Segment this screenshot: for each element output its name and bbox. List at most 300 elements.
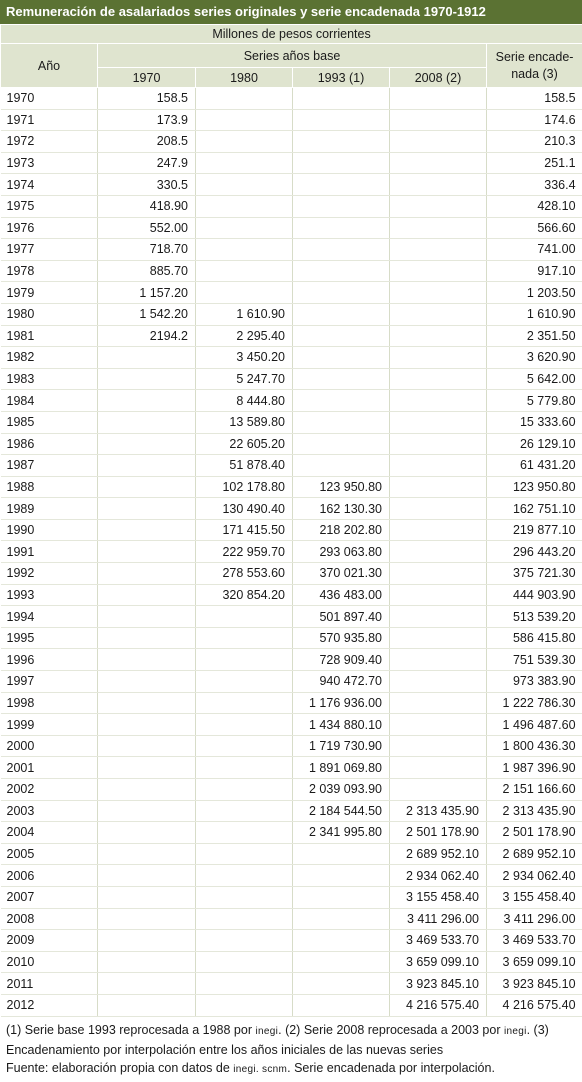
- value-cell: 2 295.40: [196, 325, 293, 347]
- year-cell: 2002: [1, 779, 98, 801]
- value-cell: [390, 390, 487, 412]
- value-cell: 2 039 093.90: [293, 779, 390, 801]
- value-cell: [390, 303, 487, 325]
- value-cell: [390, 498, 487, 520]
- table-row: [1, 930, 582, 952]
- chained-series-label-line2: nada (3): [511, 66, 558, 81]
- year-cell: 1981: [1, 325, 98, 347]
- table-row: [1, 195, 582, 217]
- value-cell: 2 689 952.10: [390, 843, 487, 865]
- value-cell: 247.9: [98, 152, 196, 174]
- table-row: [1, 519, 582, 541]
- value-cell: [196, 735, 293, 757]
- value-cell: [196, 260, 293, 282]
- value-cell: [196, 714, 293, 736]
- value-cell: [390, 455, 487, 477]
- value-cell: [390, 411, 487, 433]
- table-row: [1, 325, 582, 347]
- table-row: [1, 131, 582, 153]
- value-cell: [196, 649, 293, 671]
- table-row: [1, 433, 582, 455]
- footnote-line-1: [6, 1021, 576, 1041]
- base-year-header-2008: 2008 (2): [390, 68, 487, 88]
- value-cell: 174.6: [487, 109, 582, 131]
- value-cell: 26 129.10: [487, 433, 582, 455]
- value-cell: [390, 239, 487, 261]
- value-cell: [196, 908, 293, 930]
- table-row: [1, 865, 582, 887]
- table-row: [1, 303, 582, 325]
- year-cell: 2007: [1, 886, 98, 908]
- table-row: [1, 217, 582, 239]
- table-row: [1, 908, 582, 930]
- value-cell: 973 383.90: [487, 671, 582, 693]
- value-cell: 208.5: [98, 131, 196, 153]
- value-cell: [390, 476, 487, 498]
- value-cell: [98, 368, 196, 390]
- value-cell: 3 923 845.10: [487, 973, 582, 995]
- value-cell: 718.70: [98, 239, 196, 261]
- value-cell: 2 934 062.40: [487, 865, 582, 887]
- value-cell: 1 800 436.30: [487, 735, 582, 757]
- value-cell: 3 659 099.10: [390, 951, 487, 973]
- table-row: [1, 584, 582, 606]
- value-cell: 15 333.60: [487, 411, 582, 433]
- value-cell: [390, 627, 487, 649]
- value-cell: 1 891 069.80: [293, 757, 390, 779]
- value-cell: [293, 886, 390, 908]
- value-cell: 158.5: [487, 88, 582, 110]
- value-cell: [293, 951, 390, 973]
- year-cell: 1997: [1, 671, 98, 693]
- table-row: [1, 951, 582, 973]
- value-cell: 940 472.70: [293, 671, 390, 693]
- year-cell: 2005: [1, 843, 98, 865]
- value-cell: [196, 109, 293, 131]
- value-cell: [98, 822, 196, 844]
- value-cell: 2 689 952.10: [487, 843, 582, 865]
- value-cell: [293, 455, 390, 477]
- year-cell: 2008: [1, 908, 98, 930]
- value-cell: [390, 735, 487, 757]
- value-cell: [196, 822, 293, 844]
- value-cell: [196, 843, 293, 865]
- table-row: [1, 88, 582, 110]
- value-cell: 2 501 178.90: [487, 822, 582, 844]
- value-cell: 5 247.70: [196, 368, 293, 390]
- value-cell: 3 469 533.70: [390, 930, 487, 952]
- value-cell: 218 202.80: [293, 519, 390, 541]
- year-cell: 2006: [1, 865, 98, 887]
- table-row: [1, 368, 582, 390]
- value-cell: [98, 563, 196, 585]
- value-cell: [98, 973, 196, 995]
- footnote-abbrev: inegi: [503, 1025, 527, 1037]
- value-cell: [98, 455, 196, 477]
- footnote-text: . (2) Serie 2008 reprocesada a 2003 por: [278, 1022, 504, 1037]
- value-cell: [98, 757, 196, 779]
- year-cell: 1982: [1, 347, 98, 369]
- year-cell: 2000: [1, 735, 98, 757]
- value-cell: [293, 282, 390, 304]
- year-cell: 1994: [1, 606, 98, 628]
- value-cell: [98, 994, 196, 1016]
- year-cell: 1998: [1, 692, 98, 714]
- table-row: [1, 347, 582, 369]
- value-cell: [390, 325, 487, 347]
- value-cell: [98, 476, 196, 498]
- year-cell: 1977: [1, 239, 98, 261]
- value-cell: [98, 649, 196, 671]
- value-cell: [293, 260, 390, 282]
- value-cell: 5 779.80: [487, 390, 582, 412]
- value-cell: 917.10: [487, 260, 582, 282]
- value-cell: [390, 88, 487, 110]
- value-cell: [390, 131, 487, 153]
- value-cell: 2 313 435.90: [487, 800, 582, 822]
- value-cell: 3 659 099.10: [487, 951, 582, 973]
- value-cell: 5 642.00: [487, 368, 582, 390]
- year-cell: 1987: [1, 455, 98, 477]
- year-cell: 1999: [1, 714, 98, 736]
- value-cell: [293, 239, 390, 261]
- year-cell: 1990: [1, 519, 98, 541]
- value-cell: [293, 973, 390, 995]
- table-row: [1, 692, 582, 714]
- table-row: [1, 455, 582, 477]
- value-cell: [196, 282, 293, 304]
- value-cell: 566.60: [487, 217, 582, 239]
- value-cell: [196, 800, 293, 822]
- footnote-text: (1) Serie base 1993 reprocesada a 1988 por: [6, 1022, 256, 1037]
- table-row: [1, 174, 582, 196]
- value-cell: 2 151 166.60: [487, 779, 582, 801]
- year-cell: 1996: [1, 649, 98, 671]
- year-cell: 1971: [1, 109, 98, 131]
- footnote-abbrev: inegi: [255, 1025, 279, 1037]
- value-cell: 513 539.20: [487, 606, 582, 628]
- value-cell: 428.10: [487, 195, 582, 217]
- value-cell: 320 854.20: [196, 584, 293, 606]
- year-cell: 1972: [1, 131, 98, 153]
- table-row: [1, 541, 582, 563]
- value-cell: 3 620.90: [487, 347, 582, 369]
- year-cell: 1979: [1, 282, 98, 304]
- base-year-header-1980: 1980: [196, 68, 293, 88]
- value-cell: 570 935.80: [293, 627, 390, 649]
- value-cell: [293, 131, 390, 153]
- table-row: [1, 649, 582, 671]
- value-cell: [293, 843, 390, 865]
- value-cell: [293, 174, 390, 196]
- value-cell: 296 443.20: [487, 541, 582, 563]
- year-cell: 1978: [1, 260, 98, 282]
- table-row: [1, 606, 582, 628]
- value-cell: [98, 627, 196, 649]
- value-cell: 2 501 178.90: [390, 822, 487, 844]
- value-cell: [293, 433, 390, 455]
- data-table: [0, 24, 582, 1017]
- value-cell: 1 176 936.00: [293, 692, 390, 714]
- value-cell: 370 021.30: [293, 563, 390, 585]
- value-cell: [196, 865, 293, 887]
- value-cell: [293, 865, 390, 887]
- value-cell: [390, 671, 487, 693]
- value-cell: [196, 692, 293, 714]
- value-cell: 1 610.90: [487, 303, 582, 325]
- value-cell: 158.5: [98, 88, 196, 110]
- value-cell: [390, 368, 487, 390]
- value-cell: [293, 368, 390, 390]
- value-cell: [196, 152, 293, 174]
- value-cell: [390, 692, 487, 714]
- year-cell: 1983: [1, 368, 98, 390]
- table-row: [1, 498, 582, 520]
- year-cell: 1995: [1, 627, 98, 649]
- table-row: [1, 563, 582, 585]
- year-cell: 1973: [1, 152, 98, 174]
- value-cell: 1 203.50: [487, 282, 582, 304]
- value-cell: [293, 152, 390, 174]
- table-row: [1, 843, 582, 865]
- value-cell: [98, 519, 196, 541]
- table-row: [1, 109, 582, 131]
- value-cell: 210.3: [487, 131, 582, 153]
- value-cell: [293, 195, 390, 217]
- value-cell: [390, 433, 487, 455]
- value-cell: [98, 498, 196, 520]
- value-cell: 61 431.20: [487, 455, 582, 477]
- value-cell: 336.4: [487, 174, 582, 196]
- value-cell: 3 469 533.70: [487, 930, 582, 952]
- value-cell: 1 610.90: [196, 303, 293, 325]
- table-row: [1, 152, 582, 174]
- value-cell: [196, 131, 293, 153]
- value-cell: 1 542.20: [98, 303, 196, 325]
- value-cell: [390, 584, 487, 606]
- base-series-group-header: Series años base: [98, 44, 487, 68]
- year-cell: 1992: [1, 563, 98, 585]
- year-cell: 1974: [1, 174, 98, 196]
- value-cell: [196, 239, 293, 261]
- table-body: [1, 88, 582, 1017]
- value-cell: 501 897.40: [293, 606, 390, 628]
- value-cell: [390, 757, 487, 779]
- value-cell: [293, 390, 390, 412]
- footnote-line-2: Encadenamiento por interpolación entre los años iniciales de las nuevas series: [6, 1042, 444, 1057]
- value-cell: [196, 217, 293, 239]
- table-row: [1, 757, 582, 779]
- value-cell: 552.00: [98, 217, 196, 239]
- value-cell: [98, 908, 196, 930]
- value-cell: [196, 886, 293, 908]
- source-text: Fuente: elaboración propia con datos de: [6, 1060, 234, 1075]
- value-cell: 3 155 458.40: [390, 886, 487, 908]
- value-cell: 330.5: [98, 174, 196, 196]
- value-cell: 2 184 544.50: [293, 800, 390, 822]
- value-cell: [98, 541, 196, 563]
- table-row: [1, 779, 582, 801]
- value-cell: 436 483.00: [293, 584, 390, 606]
- value-cell: [196, 779, 293, 801]
- year-cell: 1993: [1, 584, 98, 606]
- table-notes: [0, 1017, 582, 1079]
- value-cell: 375 721.30: [487, 563, 582, 585]
- chained-series-label-line1: Serie encade-: [495, 49, 574, 64]
- table-row: [1, 260, 582, 282]
- year-cell: 1976: [1, 217, 98, 239]
- source-text: . Serie encadenada por interpolación.: [287, 1060, 495, 1075]
- value-cell: 171 415.50: [196, 519, 293, 541]
- value-cell: [98, 606, 196, 628]
- year-cell: 1985: [1, 411, 98, 433]
- year-cell: 1970: [1, 88, 98, 110]
- value-cell: [390, 217, 487, 239]
- value-cell: 2 341 995.80: [293, 822, 390, 844]
- year-cell: 2004: [1, 822, 98, 844]
- table-row: [1, 476, 582, 498]
- year-column-header: Año: [1, 44, 98, 88]
- value-cell: [390, 779, 487, 801]
- value-cell: [293, 908, 390, 930]
- value-cell: [196, 930, 293, 952]
- value-cell: [98, 411, 196, 433]
- year-cell: 2001: [1, 757, 98, 779]
- value-cell: 586 415.80: [487, 627, 582, 649]
- value-cell: 13 589.80: [196, 411, 293, 433]
- year-cell: 1980: [1, 303, 98, 325]
- value-cell: 2 313 435.90: [390, 800, 487, 822]
- value-cell: 2 934 062.40: [390, 865, 487, 887]
- source-abbrev: inegi. scnm: [233, 1063, 288, 1075]
- value-cell: [98, 800, 196, 822]
- table-row: [1, 390, 582, 412]
- value-cell: 219 877.10: [487, 519, 582, 541]
- table-row: [1, 671, 582, 693]
- year-cell: 1984: [1, 390, 98, 412]
- base-year-header-1993: 1993 (1): [293, 68, 390, 88]
- value-cell: 51 878.40: [196, 455, 293, 477]
- year-cell: 2003: [1, 800, 98, 822]
- value-cell: [98, 390, 196, 412]
- value-cell: 418.90: [98, 195, 196, 217]
- value-cell: [390, 152, 487, 174]
- value-cell: 3 155 458.40: [487, 886, 582, 908]
- value-cell: [293, 411, 390, 433]
- value-cell: 251.1: [487, 152, 582, 174]
- value-cell: [390, 282, 487, 304]
- value-cell: [293, 930, 390, 952]
- value-cell: [196, 88, 293, 110]
- table-row: [1, 282, 582, 304]
- value-cell: 1 157.20: [98, 282, 196, 304]
- year-cell: 1975: [1, 195, 98, 217]
- year-cell: 2009: [1, 930, 98, 952]
- value-cell: 1 434 880.10: [293, 714, 390, 736]
- value-cell: [196, 627, 293, 649]
- footnote-text: . (3): [526, 1022, 549, 1037]
- table-row: [1, 627, 582, 649]
- value-cell: 1 719 730.90: [293, 735, 390, 757]
- value-cell: [293, 88, 390, 110]
- value-cell: 1 222 786.30: [487, 692, 582, 714]
- value-cell: [196, 195, 293, 217]
- value-cell: [390, 606, 487, 628]
- value-cell: 728 909.40: [293, 649, 390, 671]
- year-cell: 2010: [1, 951, 98, 973]
- value-cell: [390, 563, 487, 585]
- value-cell: [390, 714, 487, 736]
- value-cell: [390, 195, 487, 217]
- value-cell: 3 923 845.10: [390, 973, 487, 995]
- value-cell: [98, 433, 196, 455]
- value-cell: [196, 994, 293, 1016]
- value-cell: 8 444.80: [196, 390, 293, 412]
- value-cell: 102 178.80: [196, 476, 293, 498]
- value-cell: 4 216 575.40: [390, 994, 487, 1016]
- value-cell: 278 553.60: [196, 563, 293, 585]
- value-cell: 173.9: [98, 109, 196, 131]
- value-cell: [98, 930, 196, 952]
- value-cell: 130 490.40: [196, 498, 293, 520]
- value-cell: [98, 865, 196, 887]
- value-cell: [390, 649, 487, 671]
- value-cell: [390, 260, 487, 282]
- value-cell: 751 539.30: [487, 649, 582, 671]
- table-row: [1, 973, 582, 995]
- value-cell: 3 450.20: [196, 347, 293, 369]
- value-cell: [293, 994, 390, 1016]
- table-row: [1, 735, 582, 757]
- value-cell: 123 950.80: [487, 476, 582, 498]
- value-cell: 162 130.30: [293, 498, 390, 520]
- value-cell: 444 903.90: [487, 584, 582, 606]
- value-cell: [196, 174, 293, 196]
- value-cell: [196, 973, 293, 995]
- value-cell: [390, 347, 487, 369]
- value-cell: [196, 606, 293, 628]
- value-cell: [293, 217, 390, 239]
- value-cell: [293, 109, 390, 131]
- value-cell: [390, 541, 487, 563]
- year-cell: 2012: [1, 994, 98, 1016]
- value-cell: [293, 325, 390, 347]
- value-cell: 2194.2: [98, 325, 196, 347]
- value-cell: [98, 779, 196, 801]
- value-cell: 222 959.70: [196, 541, 293, 563]
- units-header: Millones de pesos corrientes: [1, 25, 582, 44]
- value-cell: [98, 951, 196, 973]
- year-cell: 1991: [1, 541, 98, 563]
- value-cell: 22 605.20: [196, 433, 293, 455]
- table-header: [1, 25, 582, 88]
- value-cell: [98, 714, 196, 736]
- value-cell: 3 411 296.00: [390, 908, 487, 930]
- value-cell: 1 987 396.90: [487, 757, 582, 779]
- value-cell: [293, 347, 390, 369]
- value-cell: [196, 671, 293, 693]
- table-row: [1, 994, 582, 1016]
- table-row: [1, 800, 582, 822]
- table-row: [1, 714, 582, 736]
- value-cell: [98, 843, 196, 865]
- value-cell: [98, 735, 196, 757]
- value-cell: 123 950.80: [293, 476, 390, 498]
- table-row: [1, 822, 582, 844]
- value-cell: 1 496 487.60: [487, 714, 582, 736]
- value-cell: [196, 757, 293, 779]
- table-row: [1, 411, 582, 433]
